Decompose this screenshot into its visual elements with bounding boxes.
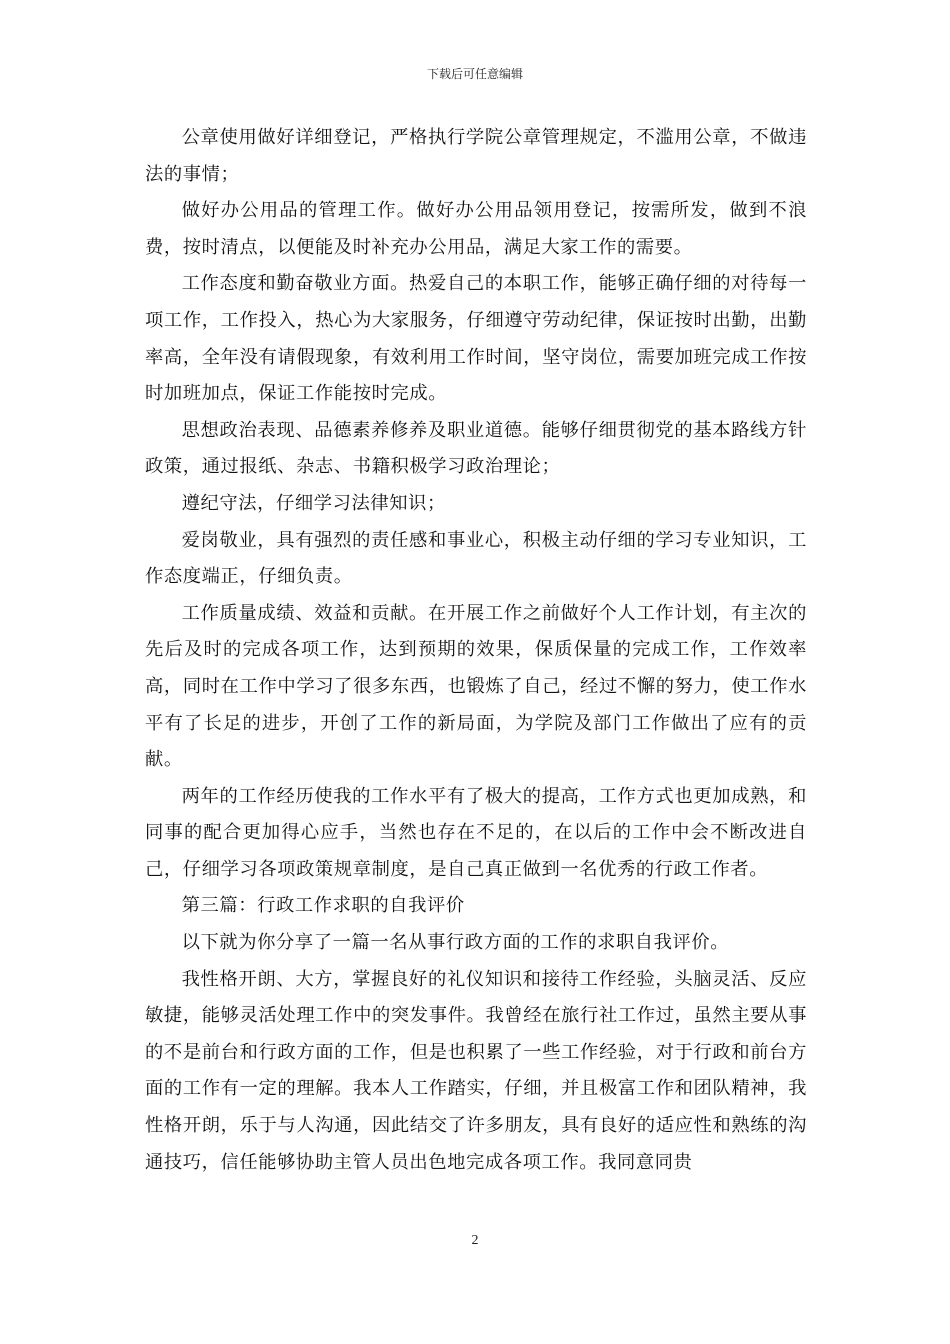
paragraph-intro-sharing: 以下就为你分享了一篇一名从事行政方面的工作的求职自我评价。 <box>181 932 730 954</box>
paragraph-dedication: 爱岗敬业，具有强烈的责任感和事业心，积极主动仔细的学习专业知识，工作态度端正，仔细负责。 <box>145 529 807 588</box>
paragraph-law-abiding: 遵纪守法，仔细学习法律知识； <box>181 492 446 514</box>
paragraph-political-performance: 思想政治表现、品德素养修养及职业道德。能够仔细贯彻党的基本路线方针政策，通过报纸、杂志、书籍积极学习政治理论； <box>145 419 807 478</box>
paragraph-seal-usage: 公章使用做好详细登记，严格执行学院公章管理规定，不滥用公章，不做违法的事情； <box>145 127 807 185</box>
paragraph-self-evaluation: 我性格开朗、大方，掌握良好的礼仪知识和接待工作经验，头脑灵活、反应敏捷，能够灵活处理工作中的突发事件。我曾经在旅行社工作过，虽然主要从事的不是前台和行政方面的工作，但是也积累了一些工作经验，对于行政和前台方面的工作有一定的理解。我本人工作踏实，仔细，并且极富工作和团队精神，我性格开朗，乐于与人沟通，因此结交了许多朋友，具有良好的适应性和熟练的沟通技巧，信任能够协助主管人员出色地完成各项工作。我同意同贵 <box>145 968 807 1173</box>
page-number: 2 <box>471 1233 479 1248</box>
paragraph-two-years-experience: 两年的工作经历使我的工作水平有了极大的提高，工作方式也更加成熟，和同事的配合更加得心应手，当然也存在不足的，在以后的工作中会不断改进自己，仔细学习各项政策规章制度，是自己真正做到一名优秀的行政工作者。 <box>145 785 807 880</box>
paragraph-work-attitude: 工作态度和勤奋敬业方面。热爱自己的本职工作，能够正确仔细的对待每一项工作，工作投入，热心为大家服务，仔细遵守劳动纪律，保证按时出勤，出勤率高，全年没有请假现象，有效利用工作时间，坚守岗位，需要加班完成工作按时加班加点，保证工作能按时完成。 <box>145 273 807 405</box>
paragraph-office-supplies: 做好办公用品的管理工作。做好办公用品领用登记，按需所发，做到不浪费，按时清点，以便能及时补充办公用品，满足大家工作的需要。 <box>145 200 807 258</box>
document-body <box>145 120 807 1181</box>
paragraph-work-quality: 工作质量成绩、效益和贡献。在开展工作之前做好个人工作计划，有主次的先后及时的完成各项工作，达到预期的效果，保质保量的完成工作，工作效率高，同时在工作中学习了很多东西，也锻炼了自己，经过不懈的努力，使工作水平有了长足的进步，开创了工作的新局面，为学院及部门工作做出了应有的贡献。 <box>145 602 807 771</box>
page-header-note: 下载后可任意编辑 <box>426 67 523 81</box>
section-heading-part-three: 第三篇：行政工作求职的自我评价 <box>181 895 465 917</box>
